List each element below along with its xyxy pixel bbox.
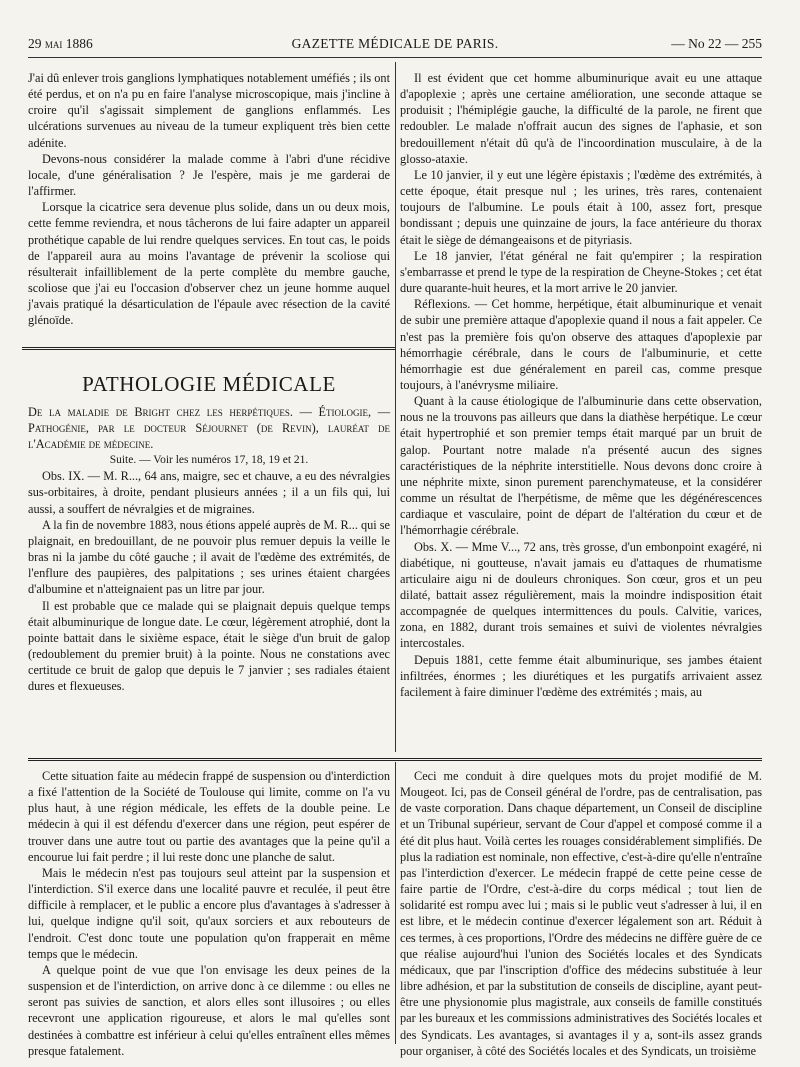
newspaper-page (28, 36, 762, 1058)
paragraph: Obs. X. — Mme V..., 72 ans, très grosse, d'un embonpoint exagéré, ni diabétique, ni goutteuse, n'avait jamais eu d'attaques de rhumatisme articulaire aigu ni de douleurs chroniques. Son cœur, gros et un peu dilaté, battait assez régulièrement, mais la moindre indisposition était accompagnée de quelques intermittences du pouls. Calvitie, varices, zona, en 1882, durant trois semaines et suivi de violentes névralgies intercostales. (400, 539, 762, 651)
article-title: De la maladie de Bright chez les herpétiques. — Étiologie, — Pathogénie, par le docteur Séjournet (de Revin), lauréat de l'Académie de médecine. (28, 404, 390, 451)
column-divider (395, 762, 396, 1044)
paragraph: Réflexions. — Cet homme, herpétique, était albuminurique et venait de subir une première attaque d'apoplexie quand il nous a fait appeler. Ce n'est pas la première fois qu'on observe des attaques d'apoplexie par hémorrhagie cérébrale, dans le cours de l'albuminurie, et cette hémorrhagie est due généralement en pareil cas, comme presque toujours, à l'anévrysme miliaire. (400, 297, 762, 392)
header-date: 29 mai 1886 (28, 36, 93, 51)
paragraph: Mais le médecin n'est pas toujours seul atteint par la suspension et l'interdiction. S'il exerce dans une localité pauvre et reculée, il peut être difficile à remplacer, et le public a encore plus d'avantages à s'adresser à lui, quelque indigne qu'il soit, qu'aux sorciers et aux rebouteurs de l'endroit. C'est donc toute une population qu'on frapperait en même temps que le médecin. (28, 865, 390, 961)
paragraph: Le 10 janvier, il y eut une légère épistaxis ; l'œdème des extrémités, à cette époque, était presque nul ; les urines, très rares, contenaient toujours de l'albumine. Le pouls était à 100, assez fort, presque bondissant ; depuis une quinzaine de jours, la face antérieure du thorax était le siège de démangeaisons et de pityriasis. (400, 167, 762, 247)
column-divider (395, 62, 396, 752)
paragraph: A quelque point de vue que l'on envisage les deux peines de la suspension et de l'interdiction, on arrive donc à ce dilemme : ou elles ne seront pas suivies de sanction, et alors elles sont illusoires ; ou elles recevront une application rigoureuse, et alors le mal qu'elles sont destinées à combattre est inférieur à celui qu'elles entraînent elles mêmes presque fatalement. (28, 962, 390, 1058)
paragraph: Lorsque la cicatrice sera devenue plus solide, dans un ou deux mois, cette femme reviendra, et nous tâcherons de lui faire adapter un appareil prothétique capable de lui rendre quelques services. En tout cas, le poids de l'appareil aura au moins l'avantage de prévenir la scoliose qui résulterait infailliblement de la perte complète du membre gauche, scoliose que j'ai eu l'occasion d'observer chez un jeune homme auquel j'avais pratiqué la désarticulation de l'épaule avec résection de la cavité glénoïde. (28, 200, 390, 328)
observation-paragraph: Obs. IX. — M. R..., 64 ans, maigre, sec et chauve, a eu des névralgies sus-orbitaires, à droite, pendant plusieurs années ; il a un fils qui, lui aussi, a souffert de névralgies et de migraines. (28, 469, 390, 516)
paragraph: Ceci me conduit à dire quelques mots du projet modifié de M. Mougeot. Ici, pas de Conseil général de l'ordre, pas de centralisation, pas de vaste corporation. Dans chaque département, un Conseil de discipline et un Tribunal supérieur, servant de Cour d'appel et composé comme il a été dit plus haut. Voilà certes les rouages considérablement simplifiés. De plus la radiation est nominale, non effective, c'est-à-dire qu'elle n'entraîne pas l'interdiction d'exercer. Le médecin frappé de cette peine cesse de faire partie de l'Ordre, c'est-à-dire du corps médical ; tout lien de solidarité est rompu avec lui ; mais si le public veut s'adresser à lui, il en est libre, et le médecin continue d'exercer légalement son art. Réduit à ces termes, à ces proportions, l'Ordre des médecins ne diffère guère de ce que réalise aujourd'hui l'union des Sociétés locales et des Syndicats médicaux, que par l'inscription d'office des médecins substituée à leur libre adhésion, et par la substitution de conseils de discipline, ayant peut-être une physionomie plus magistrale, aux conseils de famille constitués par les bureaux et les commissions administratives des Sociétés locales et des Syndicats. Les avantages, si avantages il y a, sont-ils assez grands pour organiser, à côté des Sociétés locales et des Syndicats, un troisième (400, 769, 762, 1058)
page-header (28, 36, 762, 56)
top-left-column (28, 70, 390, 694)
bottom-right-column (400, 768, 762, 1059)
paragraph: Cette situation faite au médecin frappé de suspension ou d'interdiction a fixé l'attention de la Société de Toulouse qui limite, comme on l'a vu plus haut, à une région médicale, les effets de la double peine. Le médecin à qui il est défendu d'exercer dans une région, peut espérer de trouver dans une autre tout ou partie des avantages que la peine qu'il a encourue lui fait perdre ; il lui reste donc une planche de salut. (28, 769, 390, 864)
section-title: PATHOLOGIE MÉDICALE (82, 371, 336, 396)
observation-paragraph: Il est probable que ce malade qui se plaignait depuis quelque temps était albuminurique de longue date. Le cœur, légèrement atrophié, dont la pointe battait dans le sixième espace, était le siège d'un bruit de galop (redoublement du premier bruit) à la pointe. Nous ne constations avec certitude ce bruit de galop que depuis le 7 janvier ; ses radiales étaient dures et flexueuses. (28, 598, 390, 694)
paragraph: Depuis 1881, cette femme était albuminurique, ses jambes étaient infiltrées, énormes ; les diurétiques et les purgatifs arrivaient assez facilement à faire diminuer l'œdème des extrémités ; mais, au (400, 652, 762, 699)
paragraph: Quant à la cause étiologique de l'albuminurie dans cette observation, nous ne la trouvons pas ailleurs que dans la diathèse herpétique. Le cœur était hypertrophié et son premier temps était marqué par un bruit de galop. Pourtant notre malade n'a présenté aucun des signes caractéristiques de la néphrite interstitielle. Nous devons donc croire à une néphrite mixte, sinon purement parenchymateuse, et la considérer comme un résultat de l'herpétisme, de même que les dégénérescences cardiaque et vasculaire, point de départ de l'altération du cœur et de l'hémorrhagie cérébrale. (400, 394, 762, 538)
header-title: GAZETTE MÉDICALE DE PARIS. (291, 36, 499, 51)
header-issue: — No 22 — 255 (671, 36, 762, 51)
article-suite-note: Suite. — Voir les numéros 17, 18, 19 et 21. (109, 454, 309, 467)
paragraph: Devons-nous considérer la malade comme à l'abri d'une récidive locale, d'une généralisation ? Je l'espère, mais je me garderai de l'affirmer. (28, 151, 390, 199)
paragraph: J'ai dû enlever trois ganglions lymphatiques notablement uméfiés ; ils ont été perdus, et on n'a pu en faire l'analyse microscopique, mais j'incline à croire qu'il s'agissait simplement de ganglions enflammés. Les ulcérations survenues au niveau de la tumeur expliquent très bien cette adénite. (28, 71, 390, 150)
header-rule (28, 57, 762, 58)
observation-paragraph: A la fin de novembre 1883, nous étions appelé auprès de M. R... qui se plaignait, en bredouillant, de ne pouvoir plus remuer depuis la veille le bras ni la jambe du côté gauche ; il avait de l'œdème des extrémités, de l'enflure des paupières, des palpitations ; ses urines étaient chargées d'albumine et n'atteignaient pas un litre par jour. (28, 517, 390, 597)
feuilleton-rule (28, 758, 762, 761)
section-rule (22, 347, 396, 350)
paragraph: Le 18 janvier, l'état général ne fait qu'empirer ; la respiration s'embarrasse et prend le type de la respiration de Cheyne-Stokes ; cet état dure quarante-huit heures, et la mort arrive le 20 janvier. (400, 248, 762, 296)
top-right-column (400, 70, 762, 700)
bottom-left-column (28, 768, 390, 1059)
paragraph: Il est évident que cet homme albuminurique avait eu une attaque d'apoplexie ; après une certaine amélioration, une seconde attaque se produisit ; l'hémiplégie gauche, la difficulté de la parole, ne firent que redoubler. Le malade n'offrait aucun des signes de l'aphasie, et son bredouillement n'était dû qu'à de l'incoordination musculaire, à de la glosso-ataxie. (400, 71, 762, 166)
